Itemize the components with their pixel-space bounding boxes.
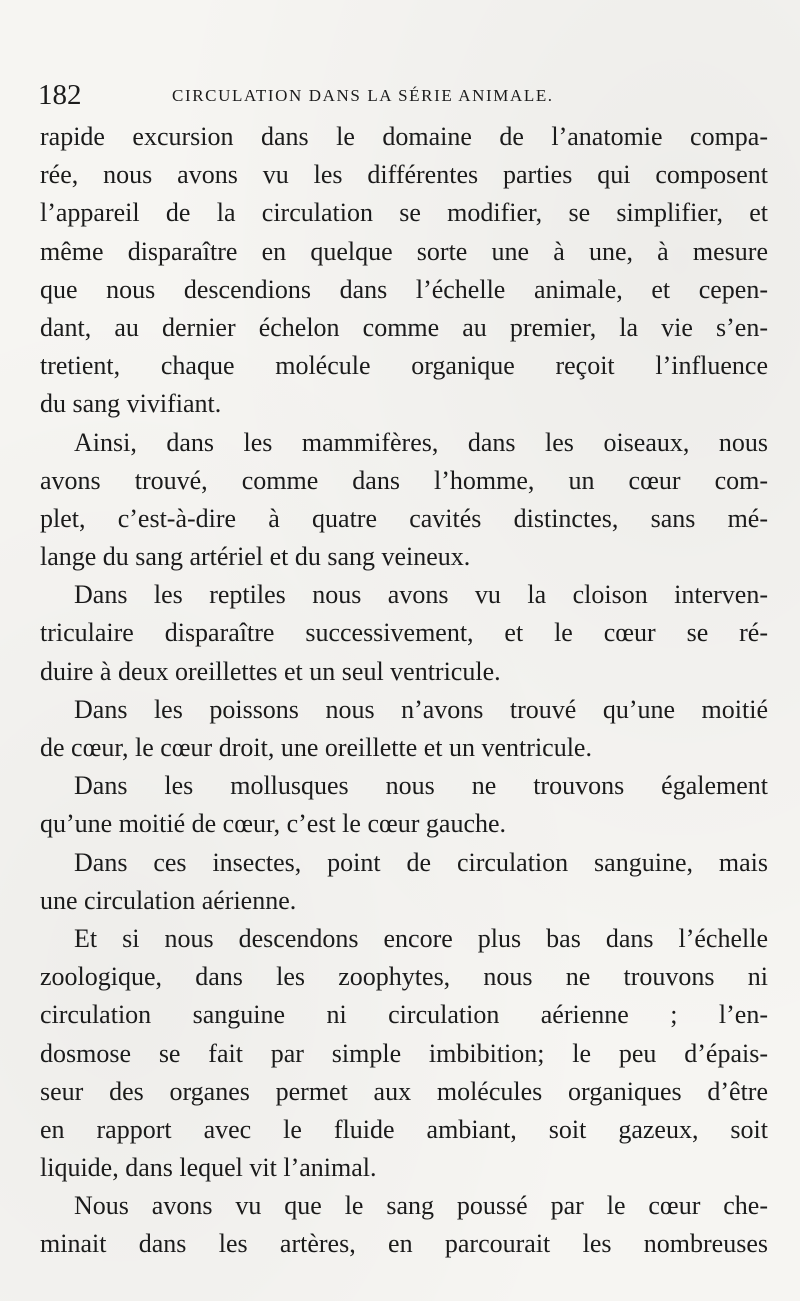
text-line: Dans les poissons nous n’avons trouvé qu’une moitié (74, 694, 768, 724)
text-line: lange du sang artériel et du sang veineux. (40, 542, 471, 572)
text-line: Nous avons vu que le sang poussé par le cœur che- (74, 1191, 768, 1221)
text-line: Dans les mollusques nous ne trouvons également (74, 771, 768, 801)
text-line: zoologique, dans les zoophytes, nous ne trouvons ni (40, 962, 768, 992)
running-head (38, 78, 768, 112)
text-line: Dans les reptiles nous avons vu la cloison interven- (74, 580, 768, 610)
text-line: liquide, dans lequel vit l’animal. (40, 1153, 377, 1183)
text-line: plet, c’est-à-dire à quatre cavités distinctes, sans mé- (40, 503, 768, 533)
text-line: triculaire disparaître successivement, et le cœur se ré- (40, 618, 768, 648)
text-line: rée, nous avons vu les différentes parties qui composent (40, 160, 768, 190)
text-line: minait dans les artères, en parcourait les nombreuses (40, 1229, 768, 1259)
text-line: Ainsi, dans les mammifères, dans les oiseaux, nous (74, 427, 768, 457)
text-line: dant, au dernier échelon comme au premier, la vie s’en- (40, 312, 768, 342)
text-line: qu’une moitié de cœur, c’est le cœur gauche. (40, 809, 507, 839)
text-line: de cœur, le cœur droit, une oreillette et un ventricule. (40, 733, 592, 762)
text-line: dosmose se fait par simple imbibition; le peu d’épais- (40, 1038, 768, 1068)
text-line: en rapport avec le fluide ambiant, soit gazeux, soit (40, 1114, 768, 1144)
text-line: une circulation aérienne. (40, 885, 297, 915)
text-line: Dans ces insectes, point de circulation sanguine, mais (74, 847, 768, 877)
text-line: Et si nous descendons encore plus bas dans l’échelle (74, 923, 768, 953)
text-line: rapide excursion dans le domaine de l’anatomie compa- (40, 122, 768, 151)
text-line: tretient, chaque molécule organique reçoit l’influence (40, 351, 768, 381)
body-text (40, 118, 768, 1264)
text-line: duire à deux oreillettes et un seul ventricule. (40, 656, 501, 686)
text-line: du sang vivifiant. (40, 389, 222, 419)
text-line: seur des organes permet aux molécules organiques d’être (40, 1076, 768, 1106)
text-line: même disparaître en quelque sorte une à une, à mesure (40, 236, 768, 266)
text-line: avons trouvé, comme dans l’homme, un cœur com- (40, 465, 768, 495)
text-line: que nous descendions dans l’échelle animale, et cepen- (40, 274, 768, 304)
text-line: l’appareil de la circulation se modifier, se simplifier, et (40, 198, 768, 228)
text-line: circulation sanguine ni circulation aérienne ; l’en- (40, 1000, 768, 1030)
running-title: CIRCULATION DANS LA SÉRIE ANIMALE. (172, 86, 554, 105)
page-number: 182 (38, 79, 82, 111)
